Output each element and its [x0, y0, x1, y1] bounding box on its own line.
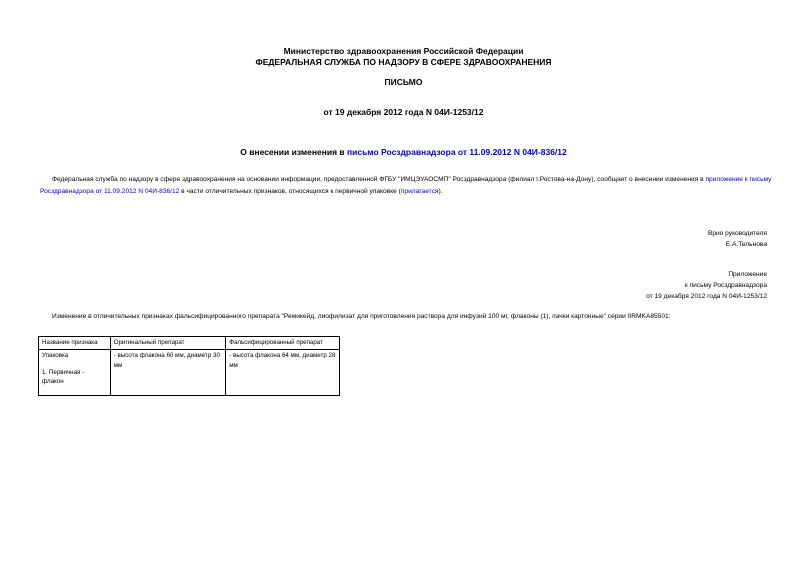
header-feature-name: Название признака: [39, 337, 111, 350]
appendix-block: [646, 270, 767, 302]
features-table: [38, 336, 340, 396]
body-text-2: в части отличительных признаков, относящихся к первичной упаковке (: [179, 187, 401, 195]
subject-link[interactable]: письмо Росздравнадзора от 11.09.2012 N 04И-836/12: [346, 147, 567, 157]
doc-date: от 19 декабря 2012 года N 04И-1253/12: [323, 107, 484, 117]
table-header-row: [39, 337, 340, 350]
subject-prefix: О внесении изменения в: [240, 147, 347, 157]
body-text-3: ).: [438, 187, 443, 195]
doc-type: ПИСЬМО: [384, 77, 423, 87]
cell-feature-name: [39, 350, 111, 396]
attached-link[interactable]: прилагается: [400, 187, 439, 195]
feature-packaging: Упаковка: [42, 352, 69, 359]
appendix-line2: к письму Росздравнадзора: [684, 281, 767, 289]
cell-original: - высота флакона 60 мм, диаметр 30 мм: [110, 350, 226, 396]
service-title: ФЕДЕРАЛЬНАЯ СЛУЖБА ПО НАДЗОРУ В СФЕРЕ ЗДРАВООХРАНЕНИЯ: [255, 57, 552, 67]
table-row: [39, 350, 340, 396]
signature-position: Врио руководителя: [707, 230, 767, 237]
feature-primary: 1. Первичная - флакон: [42, 368, 85, 386]
appendix-link[interactable]: приложение к письму Росздравнадзора от 11.09.2012 N 04И-836/12: [40, 176, 772, 195]
header-fake: Фальсифицированный препарат: [226, 337, 340, 350]
subject-line: [0, 147, 807, 157]
body-paragraph: [40, 174, 775, 197]
appendix-line3: от 19 декабря 2012 года N 04И-1253/12: [646, 292, 767, 300]
ministry-title: Министерство здравоохранения Российской Федерации: [283, 46, 524, 56]
intro-text: Изменение в отличительных признаках фальсифицированного препарата "Ремикейд, лиофилизат для приготовления раствора для инфузий 100 мг, флаконы (1), пачки картонные" серии 0RMKA85501:: [52, 313, 671, 320]
signature-name: Е.А.Тельнова: [725, 240, 767, 248]
signature-block: [708, 229, 767, 251]
header-original: Оригинальный препарат: [110, 337, 226, 350]
body-text-1: Федеральная служба по надзору в сфере здравоохранения на основании информации, предоставленной ФГБУ "ИМЦЭУАОСМП" Росздравнадзора (филиал г.Ростова-на-Дону), сообщает о внесении изменения в: [52, 176, 706, 183]
cell-fake: - высота флакона 64 мм, диаметр 28 мм: [226, 350, 340, 396]
appendix-title: Приложение: [728, 271, 767, 278]
